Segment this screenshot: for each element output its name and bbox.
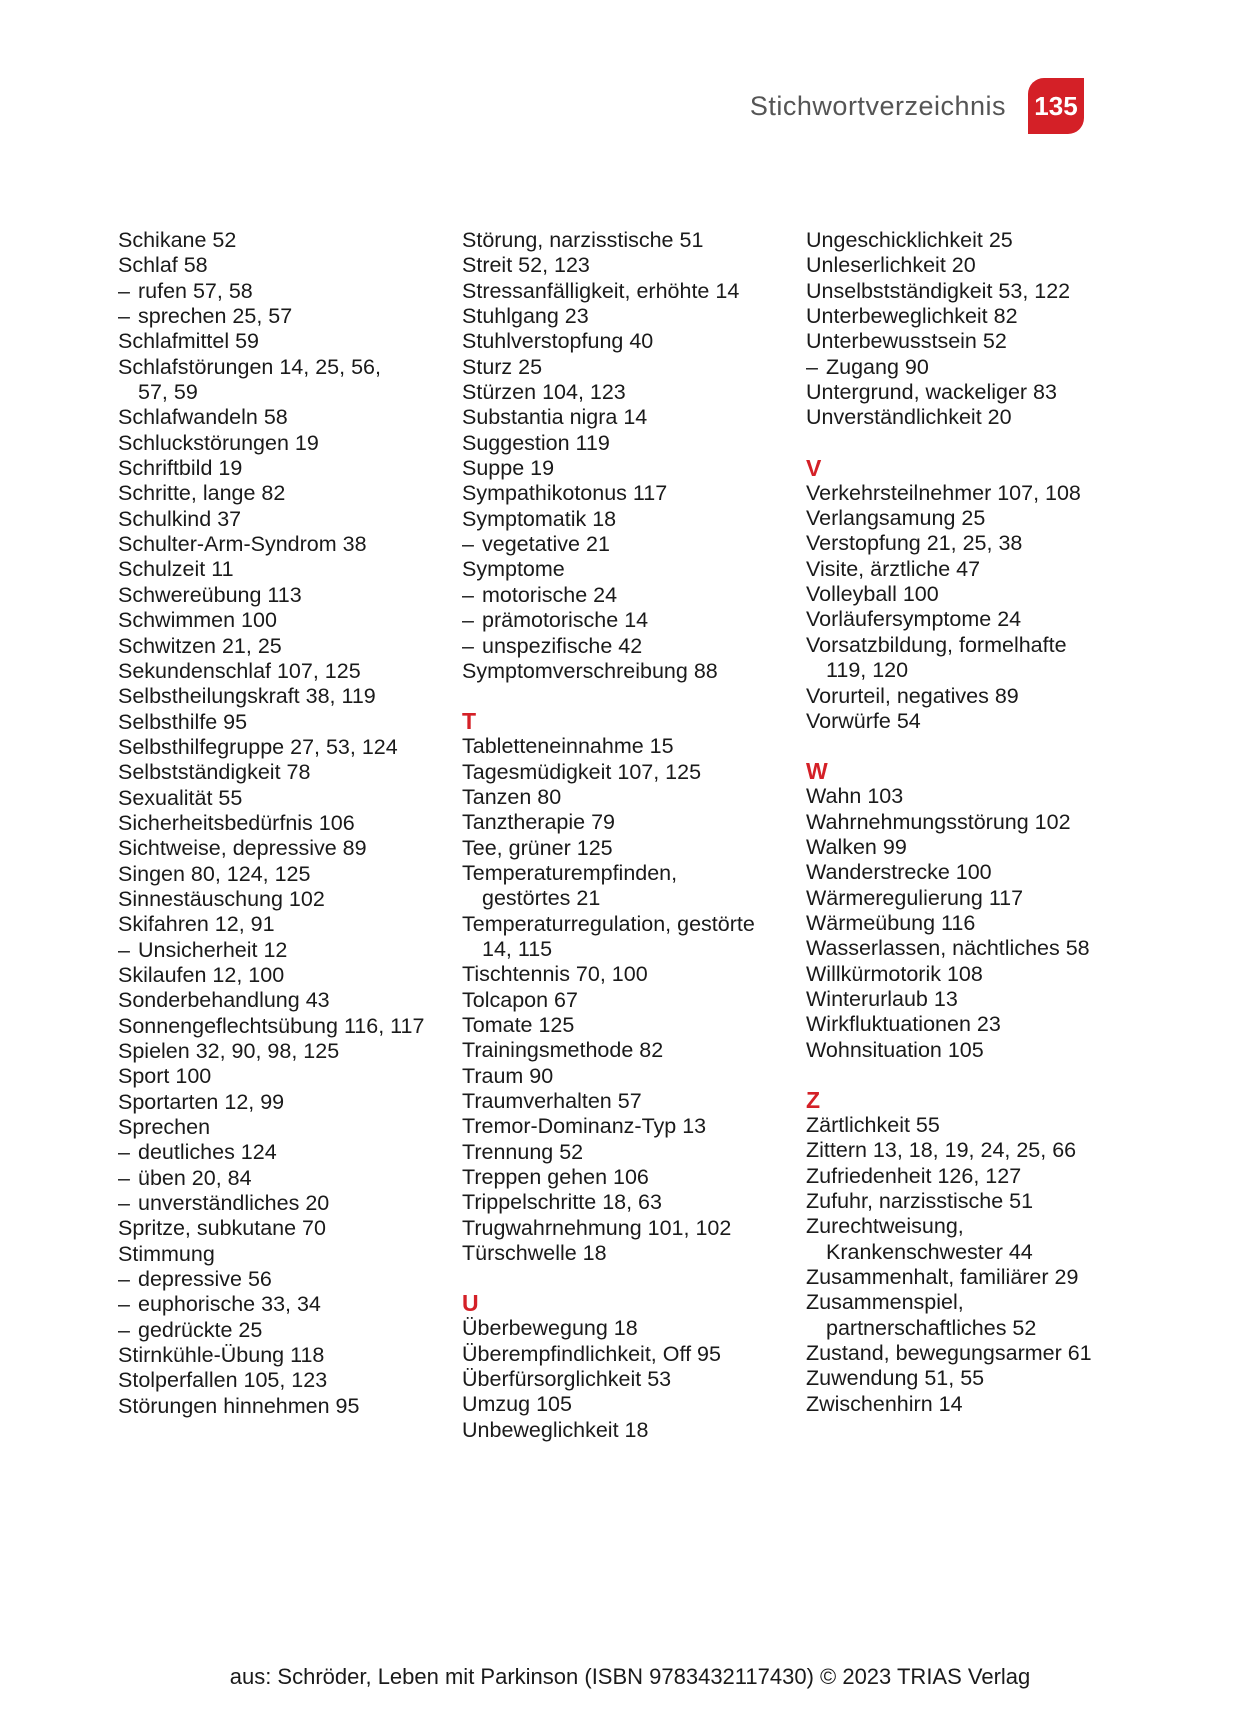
- index-entry: Sprechen: [118, 1115, 211, 1140]
- index-entry: Vorwürfe 54: [806, 708, 921, 733]
- index-entry: Wärmeregulierung 117: [806, 885, 1024, 910]
- index-entry: Substantia nigra 14: [462, 405, 648, 430]
- index-entry: Zwischenhirn 14: [806, 1391, 963, 1416]
- index-entry: Stürzen 104, 123: [462, 380, 626, 405]
- section-letter: V: [806, 454, 822, 481]
- index-entry: Vorurteil, negatives 89: [806, 683, 1019, 708]
- index-subentry: – Zugang 90: [806, 355, 1126, 380]
- index-entry: Stirnkühle-Übung 118: [118, 1343, 325, 1368]
- index-entry: Visite, ärztliche 47: [806, 556, 981, 581]
- index-entry: Türschwelle 18: [462, 1241, 607, 1266]
- index-entry: Störung, narzisstische 51: [462, 228, 704, 252]
- index-entry: Unselbstständigkeit 53, 122: [806, 278, 1071, 303]
- index-entry: Wahrnehmungsstörung 102: [806, 809, 1071, 834]
- index-entry: Vorläufersymptome 24: [806, 607, 1022, 632]
- index-entry: Symptome: [462, 557, 565, 582]
- section-letter: W: [806, 758, 828, 785]
- index-entry: Spielen 32, 90, 98, 125: [118, 1039, 340, 1063]
- index-subentry: – vegetative 21: [462, 532, 782, 557]
- index-entry: Willkürmotorik 108: [806, 961, 983, 986]
- index-entry: Schikane 52: [118, 228, 237, 252]
- index-entry: Zuwendung 51, 55: [806, 1366, 985, 1391]
- index-entry: Umzug 105: [462, 1392, 572, 1417]
- index-entry: Symptomatik 18: [462, 506, 617, 531]
- index-entry: Zufuhr, narzisstische 51: [806, 1189, 1034, 1213]
- section-letter: Z: [806, 1086, 821, 1113]
- index-entry: Zurechtweisung,: [806, 1214, 964, 1239]
- index-entry-continuation: 14, 115: [482, 936, 553, 961]
- index-entry: Tomate 125: [462, 1012, 575, 1037]
- index-entry: Verlangsamung 25: [806, 506, 986, 531]
- index-column-3: [806, 228, 1126, 1417]
- index-entry: Stolperfallen 105, 123: [118, 1368, 328, 1393]
- index-entry: Wanderstrecke 100: [806, 860, 992, 885]
- index-subentry: – prämotorische 14: [462, 608, 782, 633]
- index-entry: Wirkfluktuationen 23: [806, 1012, 1001, 1037]
- index-entry: Tischtennis 70, 100: [462, 962, 648, 987]
- index-entry: Wohnsituation 105: [806, 1037, 984, 1062]
- index-entry-continuation: 57, 59: [138, 380, 198, 405]
- index-entry: Sportarten 12, 99: [118, 1089, 285, 1114]
- index-entry: Volleyball 100: [806, 582, 939, 607]
- index-entry: Sekundenschlaf 107, 125: [118, 658, 361, 683]
- index-entry: Schulter-Arm-Syndrom 38: [118, 532, 367, 557]
- index-entry: Sturz 25: [462, 354, 543, 379]
- index-entry: Traumverhalten 57: [462, 1089, 642, 1113]
- index-entry: Schulzeit 11: [118, 557, 234, 582]
- index-entry: Skifahren 12, 91: [118, 912, 275, 937]
- index-entry: Schwimmen 100: [118, 608, 277, 633]
- section-letter: T: [462, 708, 477, 735]
- index-entry: Schlaf 58: [118, 253, 208, 278]
- index-subentry: – unspezifische 42: [462, 634, 782, 659]
- index-entry: Sport 100: [118, 1064, 212, 1089]
- index-entry: Schwereübung 113: [118, 582, 302, 607]
- index-subentry: – euphorische 33, 34: [118, 1292, 438, 1317]
- index-entry: Überfürsorglichkeit 53: [462, 1367, 672, 1392]
- index-entry: Störungen hinnehmen 95: [118, 1393, 360, 1418]
- index-entry: Trippelschritte 18, 63: [462, 1190, 662, 1215]
- index-entry: Ungeschicklichkeit 25: [806, 228, 1013, 252]
- index-entry: Überbewegung 18: [462, 1316, 638, 1341]
- index-entry-continuation: gestörtes 21: [482, 886, 601, 911]
- index-entry: Untergrund, wackeliger 83: [806, 380, 1057, 405]
- index-entry: Tagesmüdigkeit 107, 125: [462, 759, 702, 784]
- index-entry: Temperaturempfinden,: [462, 860, 678, 885]
- index-entry: Schritte, lange 82: [118, 481, 286, 506]
- page-number-badge: 135: [1028, 78, 1084, 134]
- index-entry: Trennung 52: [462, 1139, 584, 1164]
- index-entry-continuation: partnerschaftliches 52: [826, 1315, 1037, 1340]
- index-entry: Temperaturregulation, gestörte: [462, 911, 755, 936]
- index-entry: Selbstständigkeit 78: [118, 760, 311, 785]
- index-entry: Sichtweise, depressive 89: [118, 836, 367, 861]
- index-entry: Schluckstörungen 19: [118, 430, 319, 455]
- index-entry: Zufriedenheit 126, 127: [806, 1163, 1022, 1188]
- index-entry: Unbeweglichkeit 18: [462, 1417, 649, 1442]
- index-subentry: – sprechen 25, 57: [118, 304, 438, 329]
- index-column-2: [462, 228, 782, 1443]
- index-entry: Schriftbild 19: [118, 456, 243, 481]
- section-title: Stichwortverzeichnis: [749, 90, 1006, 121]
- index-subentry: – motorische 24: [462, 583, 782, 608]
- index-entry: Verkehrsteilnehmer 107, 108: [806, 480, 1081, 505]
- index-entry: Tolcapon 67: [462, 987, 578, 1012]
- page-header: [750, 78, 1084, 134]
- index-entry: Schlafmittel 59: [118, 329, 260, 354]
- index-entry: Streit 52, 123: [462, 253, 590, 278]
- index-entry: Sicherheitsbedürfnis 106: [118, 810, 355, 835]
- index-column-1: [118, 228, 438, 1419]
- index-entry: Trainingsmethode 82: [462, 1038, 664, 1063]
- index-entry: Sonnengeflechtsübung 116, 117: [118, 1013, 425, 1038]
- index-entry: Wahn 103: [806, 784, 904, 809]
- source-footer: aus: Schröder, Leben mit Parkinson (ISBN 9783432117430) © 2023 TRIAS Verlag: [229, 1664, 1031, 1689]
- index-subentry: – rufen 57, 58: [118, 279, 438, 304]
- index-entry: Walken 99: [806, 834, 907, 859]
- index-entry: Unleserlichkeit 20: [806, 253, 976, 278]
- index-entry: Symptomverschreibung 88: [462, 658, 718, 683]
- section-letter: U: [462, 1290, 479, 1317]
- index-entry: Selbsthilfe 95: [118, 709, 248, 734]
- index-entry: Stressanfälligkeit, erhöhte 14: [462, 278, 740, 303]
- index-entry: Unverständlichkeit 20: [806, 405, 1012, 430]
- index-entry: Vorsatzbildung, formelhafte: [806, 632, 1067, 657]
- index-entry: Tremor-Dominanz-Typ 13: [462, 1114, 707, 1139]
- index-entry: Tanzen 80: [462, 784, 562, 809]
- index-entry: Sinnestäuschung 102: [118, 886, 325, 911]
- index-entry: Tanztherapie 79: [462, 810, 615, 835]
- index-entry: Sympathikotonus 117: [462, 481, 668, 506]
- index-entry: Tabletteneinnahme 15: [462, 734, 674, 759]
- index-entry: Verstopfung 21, 25, 38: [806, 531, 1023, 556]
- index-subentry: – Unsicherheit 12: [118, 938, 438, 963]
- index-entry: Traum 90: [462, 1063, 554, 1088]
- index-entry: Skilaufen 12, 100: [118, 962, 285, 987]
- index-entry: Singen 80, 124, 125: [118, 861, 311, 886]
- index-entry: Schlafwandeln 58: [118, 405, 288, 430]
- index-entry: Unterbewusstsein 52: [806, 329, 1007, 354]
- index-entry: Schwitzen 21, 25: [118, 633, 282, 658]
- index-entry: Zärtlichkeit 55: [806, 1112, 940, 1137]
- index-subentry: – deutliches 124: [118, 1140, 438, 1165]
- index-entry: Tee, grüner 125: [462, 835, 613, 860]
- index-entry: Selbstheilungskraft 38, 119: [118, 684, 376, 709]
- index-entry: Schulkind 37: [118, 506, 242, 531]
- index-entry: Stuhlverstopfung 40: [462, 329, 654, 354]
- index-entry: Winterurlaub 13: [806, 986, 958, 1011]
- index-entry-continuation: 119, 120: [826, 658, 909, 683]
- index-entry: Wärmeübung 116: [806, 910, 976, 935]
- index-entry: Stuhlgang 23: [462, 304, 589, 329]
- index-entry: Schlafstörungen 14, 25, 56,: [118, 354, 381, 379]
- index-entry: Suggestion 119: [462, 430, 610, 455]
- index-entry-continuation: Krankenschwester 44: [826, 1239, 1033, 1264]
- index-subentry: – unverständliches 20: [118, 1191, 438, 1216]
- index-entry: Sonderbehandlung 43: [118, 988, 330, 1013]
- index-entry: Stimmung: [118, 1241, 215, 1266]
- index-entry: Zusammenspiel,: [806, 1290, 964, 1315]
- index-subentry: – depressive 56: [118, 1267, 438, 1292]
- index-entry: Trugwahrnehmung 101, 102: [462, 1215, 732, 1240]
- index-entry: Wasserlassen, nächtliches 58: [806, 936, 1090, 961]
- index-entry: Überempfindlichkeit, Off 95: [462, 1341, 721, 1366]
- index-entry: Unterbeweglichkeit 82: [806, 304, 1018, 329]
- index-entry: Selbsthilfegruppe 27, 53, 124: [118, 734, 398, 759]
- index-entry: Spritze, subkutane 70: [118, 1216, 326, 1241]
- index-subentry: – gedrückte 25: [118, 1318, 438, 1343]
- index-entry: Zustand, bewegungsarmer 61: [806, 1341, 1092, 1366]
- index-subentry: – üben 20, 84: [118, 1166, 438, 1191]
- index-entry: Zusammenhalt, familiärer 29: [806, 1265, 1079, 1290]
- index-entry: Zittern 13, 18, 19, 24, 25, 66: [806, 1138, 1077, 1163]
- index-entry: Sexualität 55: [118, 785, 243, 810]
- index-entry: Treppen gehen 106: [462, 1165, 649, 1190]
- index-entry: Suppe 19: [462, 456, 555, 481]
